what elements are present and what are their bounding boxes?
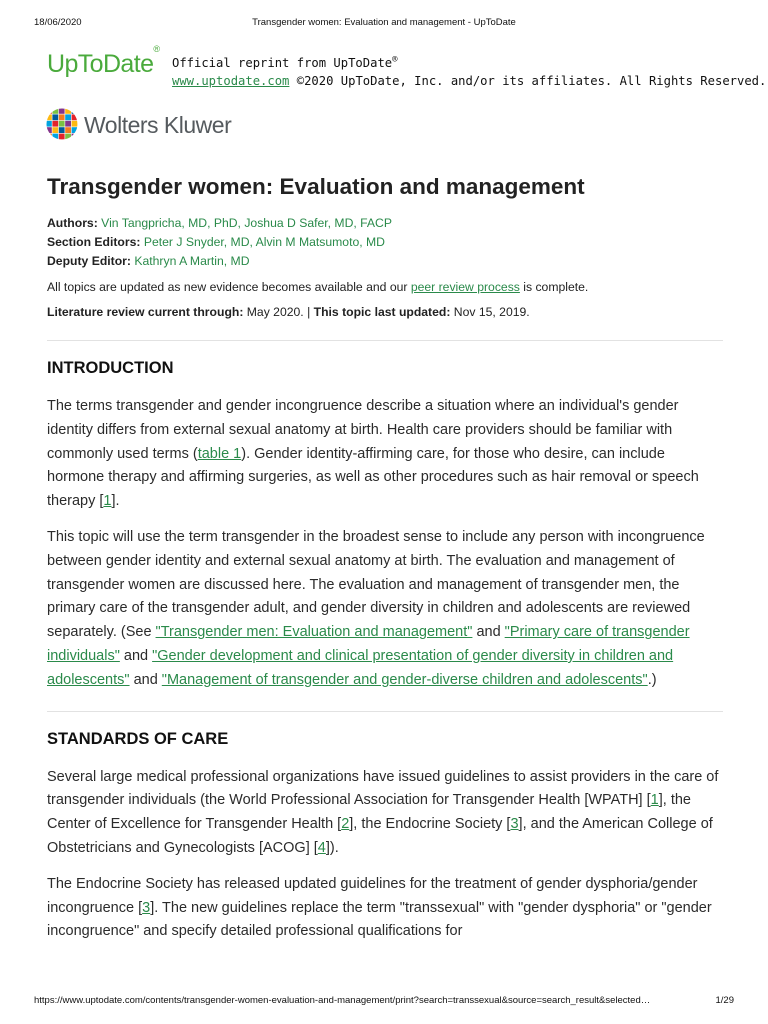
section-editors-line: Section Editors: Peter J Snyder, MD, Alvin M Matsumoto, MD <box>47 235 385 249</box>
deputy-editor-link[interactable]: Kathryn A Martin, MD <box>134 254 250 268</box>
wk-mosaic-tile <box>65 127 71 133</box>
print-date: 18/06/2020 <box>34 17 82 28</box>
wk-mosaic-tile <box>46 134 52 140</box>
uptodate-logo: UpToDate® <box>47 43 160 78</box>
wk-mosaic-tile <box>46 114 52 120</box>
standards-paragraph-2: The Endocrine Society has released updated guidelines for the treatment of gender dysphoria/gender incongruence [3]. The new guidelines replace the term "transsexual" with "gender dysphoria" or "gender incongruence" and specify detailed professional qualifications for <box>47 875 712 940</box>
publisher-name: Wolters Kluwer <box>84 112 232 138</box>
wk-mosaic-tile <box>59 121 65 127</box>
wk-mosaic-tile <box>52 127 58 133</box>
wk-mosaic-tile <box>65 108 71 114</box>
wolters-kluwer-mark-icon <box>46 108 78 140</box>
intro-paragraph-1: The terms transgender and gender incongruence describe a situation where an individual's gender identity differs from external sexual anatomy at birth. Health care providers should be familiar with commonly used terms (table 1). Gender identity-affirming care, for those who desire, can include hormone therapy and affirming surgeries, as well as other procedures such as hair removal or speech therapy [1]. <box>47 398 699 510</box>
page-number: 1/29 <box>715 995 734 1006</box>
print-url: https://www.uptodate.com/contents/transgender-women-evaluation-and-management/print?search=transsexual&source=search_result&selected… <box>34 995 651 1006</box>
article-title: Transgender women: Evaluation and management <box>47 174 585 199</box>
standards-heading: STANDARDS OF CARE <box>47 729 229 748</box>
copyright-text: ©2020 UpToDate, Inc. and/or its affiliates. All Rights Reserved. <box>289 74 767 89</box>
article-content <box>47 170 723 944</box>
authors-line: Authors: Vin Tangpricha, MD, PhD, Joshua D Safer, MD, FACP <box>47 216 392 230</box>
print-footer <box>34 995 734 1009</box>
wk-mosaic-tile <box>59 134 65 140</box>
wk-mosaic-tile <box>72 127 78 133</box>
wk-mosaic-tile <box>65 121 71 127</box>
wk-mosaic-tile <box>72 121 78 127</box>
authors-link[interactable]: Vin Tangpricha, MD, PhD, Joshua D Safer, MD, FACP <box>101 216 392 230</box>
print-page-title: Transgender women: Evaluation and management - UpToDate <box>252 17 516 28</box>
ref-3-link[interactable]: 3 <box>142 899 151 916</box>
ref-2-link[interactable]: 2 <box>341 816 350 833</box>
uptodate-link[interactable]: www.uptodate.com <box>172 74 290 89</box>
wk-mosaic-tile <box>72 108 78 114</box>
update-note: All topics are updated as new evidence becomes available and our peer review process is complete. <box>47 280 589 294</box>
ref-4-link[interactable]: 4 <box>317 839 326 856</box>
wk-mosaic-tile <box>65 134 71 140</box>
wk-mosaic-tile <box>52 121 58 127</box>
wk-mosaic-tile <box>46 108 52 114</box>
wk-mosaic-tile <box>59 114 65 120</box>
ref-1-link[interactable]: 1 <box>650 792 659 809</box>
wk-mosaic-tile <box>72 114 78 120</box>
introduction-heading: INTRODUCTION <box>47 359 174 377</box>
print-header <box>34 17 734 31</box>
link-transgender-men[interactable]: "Transgender men: Evaluation and management" <box>155 624 473 641</box>
wk-mosaic-tile <box>65 114 71 120</box>
deputy-editor-line: Deputy Editor: Kathryn A Martin, MD <box>47 254 250 268</box>
wk-mosaic-tile <box>59 127 65 133</box>
link-management-children[interactable]: "Management of transgender and gender-diverse children and adolescents" <box>161 671 648 688</box>
ref-3-link[interactable]: 3 <box>510 816 519 833</box>
section-editors-link[interactable]: Peter J Snyder, MD, Alvin M Matsumoto, MD <box>143 235 385 249</box>
wk-mosaic-tile <box>52 114 58 120</box>
intro-paragraph-2: This topic will use the term transgender in the broadest sense to include any person with incongruence between gender identity and external sexual anatomy at birth. The evaluation and management of transgender women are discussed here. The evaluation and management of transgender men, the primary care of the transgender adult, and gender diversity in children and adolescents are reviewed separately. (See "Transgender men: Evaluation and management" and "Primary care of transgender individuals" and "Gender development and clinical presentation of gender diversity in children and adolescents" and "Management of transgender and gender-diverse children and adolescents".) <box>47 528 705 688</box>
ref-1-link[interactable]: 1 <box>103 493 112 510</box>
reprint-notice: Official reprint from UpToDate® www.uptodate.com ©2020 UpToDate, Inc. and/or its affiliates. All Rights Reserved. <box>172 55 767 89</box>
wk-mosaic-tile <box>52 108 58 114</box>
table-1-link[interactable]: table 1 <box>197 445 242 462</box>
standards-paragraph-1: Several large medical professional organizations have issued guidelines to assist providers in the care of transgender individuals (the World Professional Association for Transgender Health [WPATH] [1], the Center of Excellence for Transgender Health [2], the Endocrine Society [3], and the American College of Obstetricians and Gynecologists [ACOG] [4]). <box>47 768 719 856</box>
wolters-kluwer-logo <box>46 106 306 142</box>
article-meta <box>47 214 723 271</box>
wk-mosaic-tile <box>52 134 58 140</box>
brand-row <box>47 43 767 89</box>
divider <box>47 340 723 341</box>
wk-mosaic-tile <box>72 134 78 140</box>
wk-mosaic-tile <box>59 108 65 114</box>
wk-mosaic-tile <box>46 121 52 127</box>
link-gender-development[interactable]: "Gender development and clinical presentation of gender diversity in children and adolescents" <box>47 647 674 688</box>
reprint-line: Official reprint from UpToDate <box>172 56 393 71</box>
link-primary-care[interactable]: "Primary care of transgender individuals" <box>47 624 690 664</box>
peer-review-link[interactable]: peer review process <box>410 280 520 294</box>
divider <box>47 711 723 712</box>
wk-mosaic-tile <box>46 127 52 133</box>
literature-review-status: Literature review current through: May 2020. | This topic last updated: Nov 15, 2019. <box>47 305 530 319</box>
